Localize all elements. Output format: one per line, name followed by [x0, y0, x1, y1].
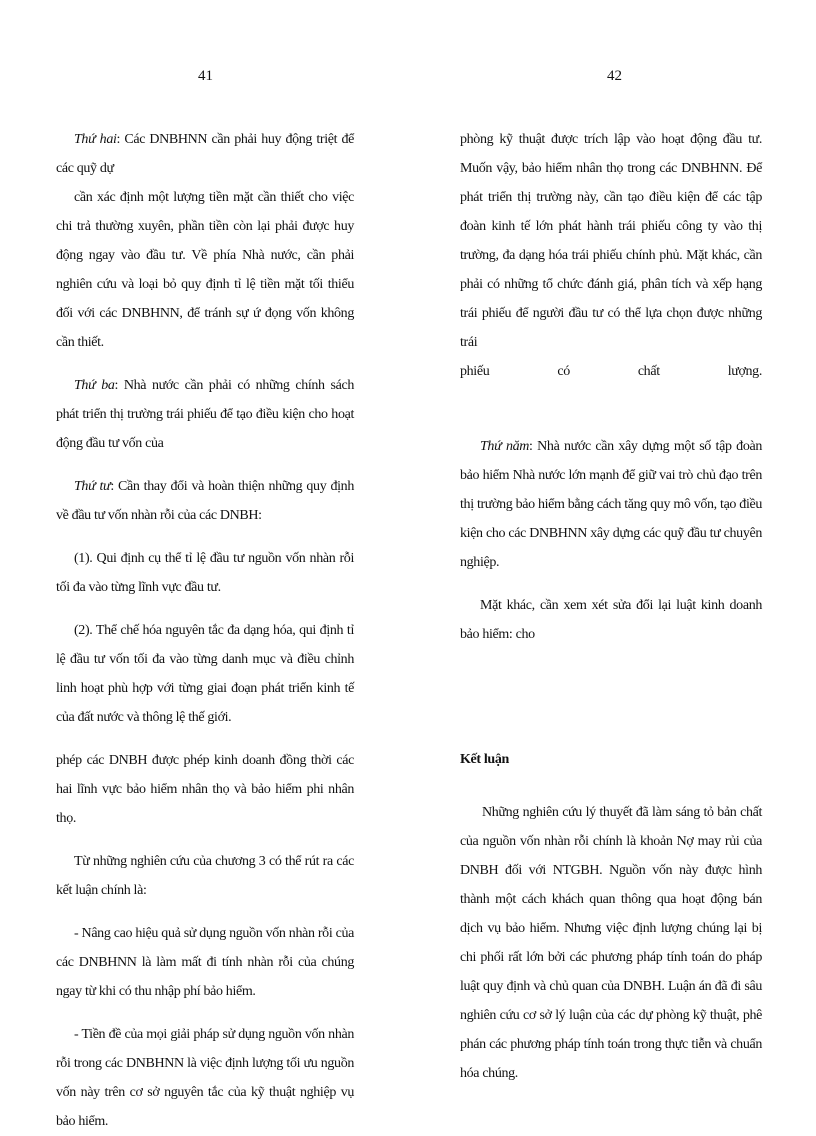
- section-heading: Kết luận: [460, 752, 509, 767]
- paragraph-lead: Thứ năm: [480, 439, 530, 454]
- paragraph-ket-luan: Những nghiên cứu lý thuyết đã làm sáng tỏ bản chất của nguồn vốn nhàn rỗi chính là khoản Nợ may rủi của DNBH đối với NTGBH. Nguồn vốn này được hình thành một cách khách quan thông qua hoạt động bán dịch vụ bảo hiểm. Nhưng việc định lượng chúng lại bị chi phối rất lớn bởi các phương pháp tính toán do pháp luật quy định và chủ quan của DNBH. Luận án đã đi sâu nghiên cứu cơ sở lý luận của các dự phòng kỹ thuật, phê phán các phương pháp tính toán trong thực tiễn và chuẩn hóa chúng.: [460, 805, 762, 1081]
- page-number-left: 41: [198, 68, 213, 84]
- paragraph-conclusion-2: - Tiền đề của mọi giải pháp sử dụng nguồn vốn nhàn rỗi trong các DNBHNN là việc định lượng tối ưu nguồn vốn này trên cơ sở nguyên tắc của kỹ thuật nghiệp vụ bảo hiểm.: [56, 1027, 354, 1129]
- paragraph-thu-tu: [56, 472, 354, 530]
- paragraph-lead: Thứ ba: [74, 378, 115, 393]
- paragraph-conclusion-1: - Nâng cao hiệu quả sử dụng nguồn vốn nhàn rỗi của các DNBHNN là làm mất đi tính nhàn rỗi của chúng ngay từ khi có thu nhập phí bảo hiểm.: [56, 926, 354, 999]
- paragraph-item-2: (2). Thể chế hóa nguyên tắc đa dạng hóa, qui định tỉ lệ đầu tư vốn tối đa vào từng danh mục và điều chỉnh linh hoạt phù hợp với từng giai đoạn phát triển kinh tế của đất nước và thông lệ thế giới.: [56, 623, 354, 725]
- paragraph-phong-last: phiếu có chất lượng.: [460, 364, 762, 379]
- page-number-right: 42: [607, 68, 622, 84]
- paragraph-text: : Cần thay đổi và hoàn thiện những quy định về đầu tư vốn nhàn rỗi của các DNBH:: [56, 479, 354, 523]
- paragraph-phep: phép các DNBH được phép kinh doanh đồng thời các hai lĩnh vực bảo hiểm nhân thọ và bảo hiểm phi nhân thọ.: [56, 753, 354, 826]
- paragraph-text: : Các DNBHNN cần phải huy động triệt để các quỹ dự: [56, 132, 354, 176]
- paragraph-thu-hai-cont: cần xác định một lượng tiền mặt cần thiết cho việc chi trả thường xuyên, phần tiền còn lại phải được huy động ngay vào đầu tư. Về phía Nhà nước, cần phải nghiên cứu và loại bỏ quy định tỉ lệ tiền mặt tối thiểu đối với các DNBHNN, để tránh sự ứ đọng vốn không cần thiết.: [56, 190, 354, 350]
- paragraph-text: : Nhà nước cần phải có những chính sách phát triển thị trường trái phiếu để tạo điều kiện cho hoạt động đầu tư vốn của: [56, 378, 354, 451]
- paragraph-tu-nhung: Từ những nghiên cứu của chương 3 có thể rút ra các kết luận chính là:: [56, 854, 354, 898]
- paragraph-lead: Thứ tư: [74, 479, 111, 494]
- paragraph-thu-hai: [56, 125, 354, 183]
- paragraph-phong: phòng kỹ thuật được trích lập vào hoạt động đầu tư. Muốn vậy, bảo hiểm nhân thọ trong các DNBHNN. Để phát triển thị trường này, cần tạo điều kiện để các tập đoàn kinh tế lớn phát hành trái phiếu công ty vào thị trường, đa dạng hóa trái phiếu chính phủ. Mặt khác, cần phải có những tổ chức đánh giá, phân tích và xếp hạng trái phiếu để người đầu tư có thể lựa chọn được những trái: [460, 132, 762, 350]
- paragraph-thu-ba: [56, 371, 354, 458]
- paragraph-thu-nam: [460, 432, 762, 577]
- paragraph-lead: Thứ hai: [74, 132, 117, 147]
- right-page-body: [460, 125, 762, 1088]
- left-page-body: [56, 125, 354, 1136]
- paragraph-item-1: (1). Qui định cụ thể tỉ lệ đầu tư nguồn vốn nhàn rỗi tối đa vào từng lĩnh vực đầu tư.: [56, 551, 354, 595]
- paragraph-text: : Nhà nước cần xây dựng một số tập đoàn bảo hiểm Nhà nước lớn mạnh để giữ vai trò chủ đạo trên thị trường bảo hiểm bằng cách tăng quy mô vốn, tạo điều kiện cho các DNBHNN xây dựng các quỹ đầu tư chuyên nghiệp.: [460, 439, 762, 570]
- paragraph-mat-khac: Mặt khác, cần xem xét sửa đổi lại luật kinh doanh bảo hiểm: cho: [460, 598, 762, 642]
